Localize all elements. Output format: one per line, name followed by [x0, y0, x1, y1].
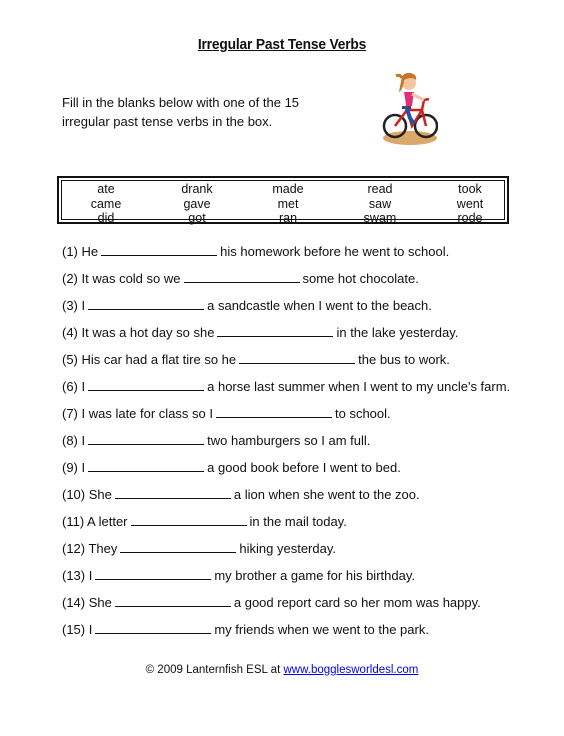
- answer-blank[interactable]: [115, 595, 231, 607]
- question-text-before: (13) I: [62, 568, 93, 583]
- word-bank-item: drank: [181, 182, 213, 196]
- word-bank-item: made: [272, 182, 304, 196]
- answer-blank[interactable]: [120, 541, 236, 553]
- word-bank-item: met: [277, 196, 299, 211]
- instructions-text: Fill in the blanks below with one of the 15 irregular past tense verbs in the box.: [62, 95, 300, 129]
- copyright-text: © 2009 Lanternfish ESL at: [145, 664, 281, 676]
- word-bank-item: ate: [97, 182, 115, 196]
- question-item: [62, 297, 512, 314]
- question-text-before: (8) I: [62, 433, 86, 448]
- question-text-after: to school.: [335, 406, 391, 421]
- word-bank-box: [57, 176, 509, 224]
- question-item: [62, 243, 512, 260]
- word-bank-item: went: [456, 196, 484, 211]
- page-title: Irregular Past Tense Verbs: [197, 36, 367, 53]
- question-item: [62, 324, 512, 341]
- question-text-after: a lion when she went to the zoo.: [233, 487, 420, 502]
- question-text-before: (15) I: [62, 622, 93, 637]
- question-item: [62, 567, 512, 584]
- answer-blank[interactable]: [216, 406, 332, 418]
- answer-blank[interactable]: [88, 379, 204, 391]
- question-text-before: (6) I: [62, 379, 86, 394]
- word-bank-item: rode: [457, 211, 483, 225]
- question-text-after: the bus to work.: [358, 352, 450, 367]
- question-item: [62, 540, 512, 557]
- answer-blank[interactable]: [217, 325, 333, 337]
- word-bank-item: saw: [368, 196, 392, 211]
- question-text-before: (3) I: [62, 298, 86, 313]
- question-text-after: two hamburgers so I am full.: [207, 433, 371, 448]
- question-item: [62, 405, 512, 422]
- answer-blank[interactable]: [115, 487, 231, 499]
- question-item: [62, 486, 512, 503]
- question-text-after: hiking yesterday.: [239, 541, 336, 556]
- question-text-after: some hot chocolate.: [302, 271, 419, 286]
- question-text-after: my brother a game for his birthday.: [214, 568, 415, 583]
- website-link[interactable]: www.bogglesworldesl.com: [283, 664, 419, 676]
- question-item: [62, 351, 512, 368]
- answer-blank[interactable]: [184, 271, 300, 283]
- word-bank-item: ran: [278, 211, 298, 225]
- question-text-after: a sandcastle when I went to the beach.: [207, 298, 432, 313]
- question-text-before: (7) I was late for class so I: [62, 406, 213, 421]
- word-bank-item: took: [458, 182, 482, 196]
- question-text-after: my friends when we went to the park.: [214, 622, 429, 637]
- question-item: [62, 621, 512, 638]
- answer-blank[interactable]: [239, 352, 355, 364]
- question-text-before: (5) His car had a flat tire so he: [62, 352, 237, 367]
- question-item: [62, 270, 512, 287]
- question-text-after: in the mail today.: [249, 514, 347, 529]
- answer-blank[interactable]: [88, 433, 204, 445]
- question-text-before: (14) She: [62, 595, 112, 610]
- question-text-before: (10) She: [62, 487, 112, 502]
- word-bank-item: did: [97, 211, 115, 225]
- word-bank-item: read: [367, 182, 393, 196]
- question-text-after: in the lake yesterday.: [336, 325, 459, 340]
- question-text-before: (9) I: [62, 460, 86, 475]
- question-text-before: (4) It was a hot day so she: [62, 325, 215, 340]
- word-bank-item: got: [188, 211, 206, 225]
- answer-blank[interactable]: [88, 460, 204, 472]
- questions-list: [62, 243, 512, 648]
- answer-blank[interactable]: [95, 568, 211, 580]
- question-text-after: a good book before I went to bed.: [207, 460, 401, 475]
- question-item: [62, 378, 512, 395]
- question-item: [62, 459, 512, 476]
- answer-blank[interactable]: [101, 244, 217, 256]
- word-bank-item: gave: [183, 196, 211, 211]
- question-text-before: (11) A letter: [62, 514, 128, 529]
- question-text-after: a horse last summer when I went to my uncle's farm.: [207, 379, 511, 394]
- word-bank-item: came: [90, 196, 122, 211]
- footer: [0, 664, 564, 676]
- girl-on-bicycle-illustration: [382, 62, 438, 146]
- word-bank-item: swam: [363, 211, 397, 225]
- question-item: [62, 594, 512, 611]
- answer-blank[interactable]: [88, 298, 204, 310]
- question-text-before: (1) He: [62, 244, 99, 259]
- answer-blank[interactable]: [131, 514, 247, 526]
- answer-blank[interactable]: [95, 622, 211, 634]
- question-item: [62, 432, 512, 449]
- question-text-after: his homework before he went to school.: [220, 244, 450, 259]
- question-text-after: a good report card so her mom was happy.: [233, 595, 481, 610]
- question-text-before: (2) It was cold so we: [62, 271, 181, 286]
- question-item: [62, 513, 512, 530]
- question-text-before: (12) They: [62, 541, 118, 556]
